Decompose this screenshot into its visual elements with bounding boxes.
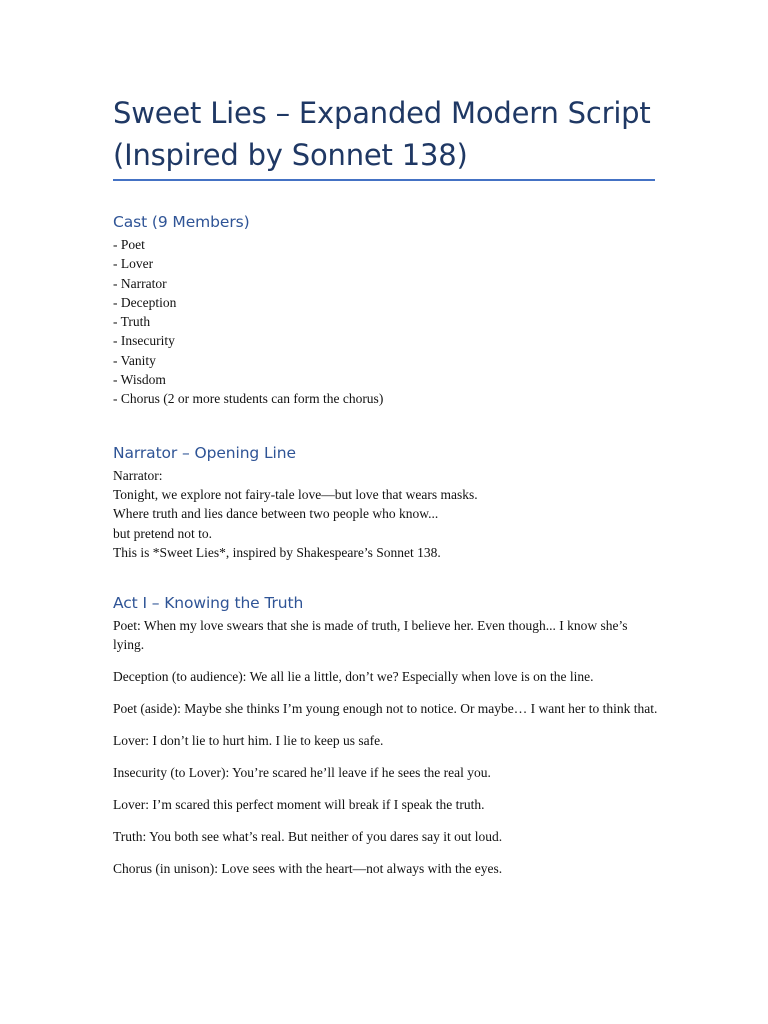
title-line-1: Sweet Lies – Expanded Modern Script (113, 96, 651, 130)
dialogue-paragraph: Poet: When my love swears that she is made of truth, I believe her. Even though... I know she’s lying. (113, 618, 628, 653)
dialogue-paragraph: Deception (to audience): We all lie a little, don’t we? Especially when love is on the line. (113, 669, 594, 685)
cast-heading: Cast (9 Members) (113, 213, 250, 231)
cast-member: - Lover (113, 256, 154, 272)
cast-member: - Deception (113, 294, 177, 310)
cast-member: - Wisdom (113, 372, 166, 388)
narrator-line: Narrator: (113, 467, 163, 483)
narrator-opening (113, 466, 658, 562)
cast-member: - Insecurity (113, 333, 175, 349)
title-line-2: (Inspired by Sonnet 138) (113, 138, 468, 172)
dialogue-paragraph: Poet (aside): Maybe she thinks I’m young enough not to notice. Or maybe… I want her to think that. (113, 701, 658, 717)
cast-member: - Truth (113, 314, 151, 330)
dialogue-paragraph: Lover: I’m scared this perfect moment will break if I speak the truth. (113, 797, 485, 813)
dialogue-paragraph: Lover: I don’t lie to hurt him. I lie to keep us safe. (113, 733, 384, 749)
title-underline (113, 179, 655, 181)
dialogue-paragraph: Truth: You both see what’s real. But neither of you dares say it out loud. (113, 829, 503, 845)
act1-heading: Act I – Knowing the Truth (113, 594, 304, 613)
narrator-line: but pretend not to. (113, 525, 212, 541)
narrator-heading: Narrator – Opening Line (113, 443, 296, 462)
cast-member: - Poet (113, 237, 145, 252)
dialogue-paragraph: Chorus (in unison): Love sees with the heart—not always with the eyes. (113, 861, 503, 877)
cast-member: - Chorus (2 or more students can form the chorus) (113, 391, 384, 407)
document-title (113, 92, 658, 176)
cast-list (113, 235, 658, 409)
act1-dialogue (113, 616, 658, 878)
document-page (113, 92, 658, 891)
dialogue-paragraph: Insecurity (to Lover): You’re scared he’ll leave if he sees the real you. (113, 765, 491, 781)
cast-member: - Narrator (113, 275, 167, 291)
narrator-line: This is *Sweet Lies*, inspired by Shakespeare’s Sonnet 138. (113, 544, 441, 560)
cast-member: - Vanity (113, 352, 156, 368)
narrator-line: Tonight, we explore not fairy-tale love—but love that wears masks. (113, 486, 478, 502)
narrator-line: Where truth and lies dance between two people who know... (113, 506, 439, 522)
